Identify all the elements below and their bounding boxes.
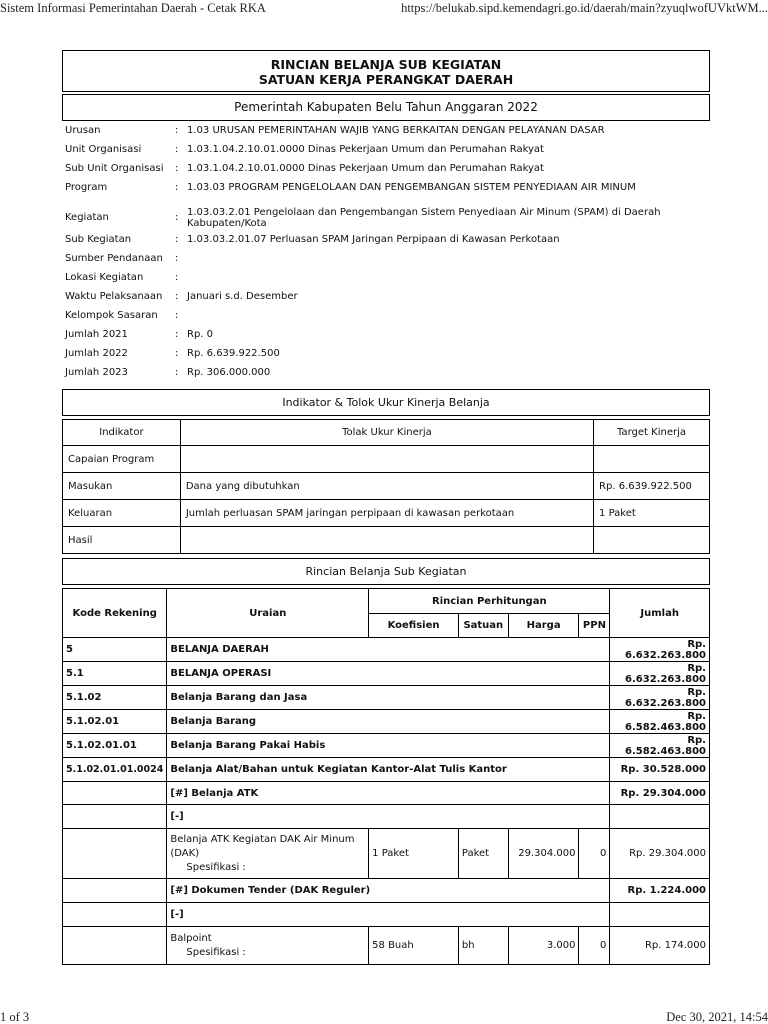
item-description [167, 927, 369, 965]
tolok-cell [180, 446, 593, 473]
tolok-cell [180, 527, 593, 554]
item-koefisien: 58 Buah [369, 927, 459, 965]
meta-row-urusan [65, 125, 705, 144]
kode-header: Kode Rekening [63, 589, 167, 638]
meta-label: Kegiatan [65, 212, 109, 223]
print-page-number: 1 of 3 [0, 1010, 30, 1024]
meta-colon: : [175, 310, 179, 321]
meta-value: 1.03.03.2.01 Pengelolaan dan Pengembangan Sistem Penyediaan Air Minum (SPAM) di Daerah Kabupaten/Kota [187, 206, 661, 229]
group-name: [#] Belanja ATK [167, 782, 610, 805]
rincian-section-title: Rincian Belanja Sub Kegiatan [62, 558, 710, 585]
item-spec: Spesifikasi : [186, 946, 246, 958]
target-cell: Rp. 6.639.922.500 [594, 473, 710, 500]
account-row [63, 734, 710, 758]
account-name: Belanja Alat/Bahan untuk Kegiatan Kantor-Alat Tulis Kantor [167, 758, 610, 782]
account-code: 5.1 [63, 662, 167, 686]
meta-value: Januari s.d. Desember [187, 291, 298, 302]
meta-label: Sub Unit Organisasi [65, 163, 164, 174]
indikator-cell: Hasil [63, 527, 181, 554]
meta-row-jumlah-2022 [65, 348, 705, 367]
target-cell [594, 527, 710, 554]
meta-row-lokasi-kegiatan [65, 272, 705, 291]
target-header: Target Kinerja [594, 420, 710, 446]
meta-label: Sumber Pendanaan [65, 253, 163, 264]
account-total: Rp. 6.582.463.800 [610, 710, 710, 734]
indikator-row [63, 500, 710, 527]
meta-value: 1.03.1.04.2.10.01.0000 Dinas Pekerjaan Umum dan Perumahan Rakyat [187, 163, 544, 174]
account-row [63, 638, 710, 662]
jumlah-header: Jumlah [610, 589, 710, 638]
meta-value: Rp. 6.639.922.500 [187, 348, 280, 359]
account-name: BELANJA OPERASI [167, 662, 610, 686]
indikator-cell: Masukan [63, 473, 181, 500]
meta-colon: : [175, 182, 179, 193]
bracket-label: [-] [167, 805, 610, 829]
indikator-row [63, 527, 710, 554]
meta-label: Waktu Pelaksanaan [65, 291, 163, 302]
indikator-cell: Keluaran [63, 500, 181, 527]
tolok-header: Tolak Ukur Kinerja [180, 420, 593, 446]
harga-header: Harga [508, 614, 579, 638]
item-jumlah: Rp. 174.000 [610, 927, 710, 965]
meta-value: Rp. 306.000.000 [187, 367, 271, 378]
meta-label: Unit Organisasi [65, 144, 142, 155]
group-total: Rp. 1.224.000 [610, 879, 710, 903]
account-code: 5.1.02.01.01.0024 [63, 758, 167, 782]
meta-info [65, 125, 705, 386]
indikator-table [62, 419, 710, 554]
empty-cell [63, 879, 167, 903]
meta-label: Urusan [65, 125, 101, 136]
print-page-title: Sistem Informasi Pemerintahan Daerah - Cetak RKA [0, 1, 266, 15]
meta-row-sub-unit-organisasi [65, 163, 705, 182]
item-name: Balpoint [170, 932, 212, 944]
group-row [63, 782, 710, 805]
indikator-header-row [63, 420, 710, 446]
meta-label: Jumlah 2021 [65, 329, 128, 340]
meta-label: Kelompok Sasaran [65, 310, 158, 321]
rincian-table [62, 588, 710, 965]
document-title [62, 50, 710, 92]
item-satuan: Paket [458, 829, 508, 879]
satuan-header: Satuan [458, 614, 508, 638]
tolok-cell: Jumlah perluasan SPAM jaringan perpipaan di kawasan perkotaan [180, 500, 593, 527]
tolok-cell: Dana yang dibutuhkan [180, 473, 593, 500]
meta-colon: : [175, 348, 179, 359]
bracket-row [63, 805, 710, 829]
meta-colon: : [175, 144, 179, 155]
account-total: Rp. 6.632.263.800 [610, 686, 710, 710]
meta-row-waktu-pelaksanaan [65, 291, 705, 310]
meta-row-kegiatan [65, 201, 705, 234]
rincian-header-row-1 [63, 589, 710, 614]
meta-label: Lokasi Kegiatan [65, 272, 144, 283]
meta-colon: : [175, 291, 179, 302]
account-name: Belanja Barang dan Jasa [167, 686, 610, 710]
koefisien-header: Koefisien [369, 614, 459, 638]
meta-row-sub-kegiatan [65, 234, 705, 253]
title-line-1: RINCIAN BELANJA SUB KEGIATAN [270, 57, 502, 72]
indikator-cell: Capaian Program [63, 446, 181, 473]
item-row [63, 829, 710, 879]
meta-colon: : [175, 329, 179, 340]
account-row [63, 662, 710, 686]
ppn-header: PPN [579, 614, 610, 638]
meta-label: Program [65, 182, 108, 193]
indikator-row [63, 473, 710, 500]
title-line-2: SATUAN KERJA PERANGKAT DAERAH [258, 72, 514, 87]
item-jumlah: Rp. 29.304.000 [610, 829, 710, 879]
item-harga: 29.304.000 [508, 829, 579, 879]
meta-colon: : [175, 163, 179, 174]
empty-cell [63, 805, 167, 829]
meta-label: Jumlah 2022 [65, 348, 128, 359]
account-code: 5.1.02.01.01 [63, 734, 167, 758]
empty-cell [63, 782, 167, 805]
meta-value: 1.03 URUSAN PEMERINTAHAN WAJIB YANG BERKAITAN DENGAN PELAYANAN DASAR [187, 125, 605, 136]
account-row [63, 758, 710, 782]
empty-cell [63, 927, 167, 965]
bracket-row [63, 903, 710, 927]
bracket-label: [-] [167, 903, 610, 927]
item-satuan: bh [458, 927, 508, 965]
group-total: Rp. 29.304.000 [610, 782, 710, 805]
meta-value: 1.03.1.04.2.10.01.0000 Dinas Pekerjaan Umum dan Perumahan Rakyat [187, 144, 544, 155]
target-cell [594, 446, 710, 473]
item-spec: Spesifikasi : [186, 861, 246, 873]
meta-colon: : [175, 212, 179, 223]
account-code: 5.1.02 [63, 686, 167, 710]
empty-cell [63, 903, 167, 927]
empty-cell [610, 903, 710, 927]
perhitungan-header: Rincian Perhitungan [369, 589, 610, 614]
account-name: BELANJA DAERAH [167, 638, 610, 662]
meta-value: Rp. 0 [187, 329, 214, 340]
group-name: [#] Dokumen Tender (DAK Reguler) [167, 879, 610, 903]
meta-value: 1.03.03 PROGRAM PENGELOLAAN DAN PENGEMBANGAN SISTEM PENYEDIAAN AIR MINUM [187, 182, 636, 193]
account-row [63, 710, 710, 734]
item-name: Belanja ATK Kegiatan DAK Air Minum (DAK) [170, 833, 355, 859]
meta-label: Sub Kegiatan [65, 234, 132, 245]
account-total: Rp. 6.582.463.800 [610, 734, 710, 758]
account-name: Belanja Barang [167, 710, 610, 734]
meta-row-kelompok-sasaran [65, 310, 705, 329]
uraian-header: Uraian [167, 589, 369, 638]
indikator-row [63, 446, 710, 473]
item-ppn: 0 [579, 829, 610, 879]
print-datetime: Dec 30, 2021, 14:54 [666, 1010, 768, 1024]
item-row [63, 927, 710, 965]
item-koefisien: 1 Paket [369, 829, 459, 879]
indikator-header: Indikator [63, 420, 181, 446]
print-page-url: https://belukab.sipd.kemendagri.go.id/daerah/main?zyuqlwofUVktWM... [401, 1, 768, 15]
empty-cell [610, 805, 710, 829]
account-row [63, 686, 710, 710]
meta-label: Jumlah 2023 [65, 367, 128, 378]
meta-colon: : [175, 253, 179, 264]
item-description [167, 829, 369, 879]
account-code: 5 [63, 638, 167, 662]
document-subtitle: Pemerintah Kabupaten Belu Tahun Anggaran 2022 [62, 94, 710, 121]
meta-value: 1.03.03.2.01.07 Perluasan SPAM Jaringan Perpipaan di Kawasan Perkotaan [187, 234, 560, 245]
meta-row-program [65, 182, 705, 201]
item-harga: 3.000 [508, 927, 579, 965]
indikator-section-title: Indikator & Tolok Ukur Kinerja Belanja [62, 389, 710, 416]
meta-row-jumlah-2023 [65, 367, 705, 386]
account-total: Rp. 30.528.000 [610, 758, 710, 782]
account-total: Rp. 6.632.263.800 [610, 638, 710, 662]
meta-row-unit-organisasi [65, 144, 705, 163]
target-cell: 1 Paket [594, 500, 710, 527]
empty-cell [63, 829, 167, 879]
account-total: Rp. 6.632.263.800 [610, 662, 710, 686]
item-ppn: 0 [579, 927, 610, 965]
group-row [63, 879, 710, 903]
meta-row-sumber-pendanaan [65, 253, 705, 272]
account-code: 5.1.02.01 [63, 710, 167, 734]
meta-colon: : [175, 272, 179, 283]
meta-colon: : [175, 367, 179, 378]
meta-colon: : [175, 125, 179, 136]
meta-row-jumlah-2021 [65, 329, 705, 348]
meta-colon: : [175, 234, 179, 245]
account-name: Belanja Barang Pakai Habis [167, 734, 610, 758]
